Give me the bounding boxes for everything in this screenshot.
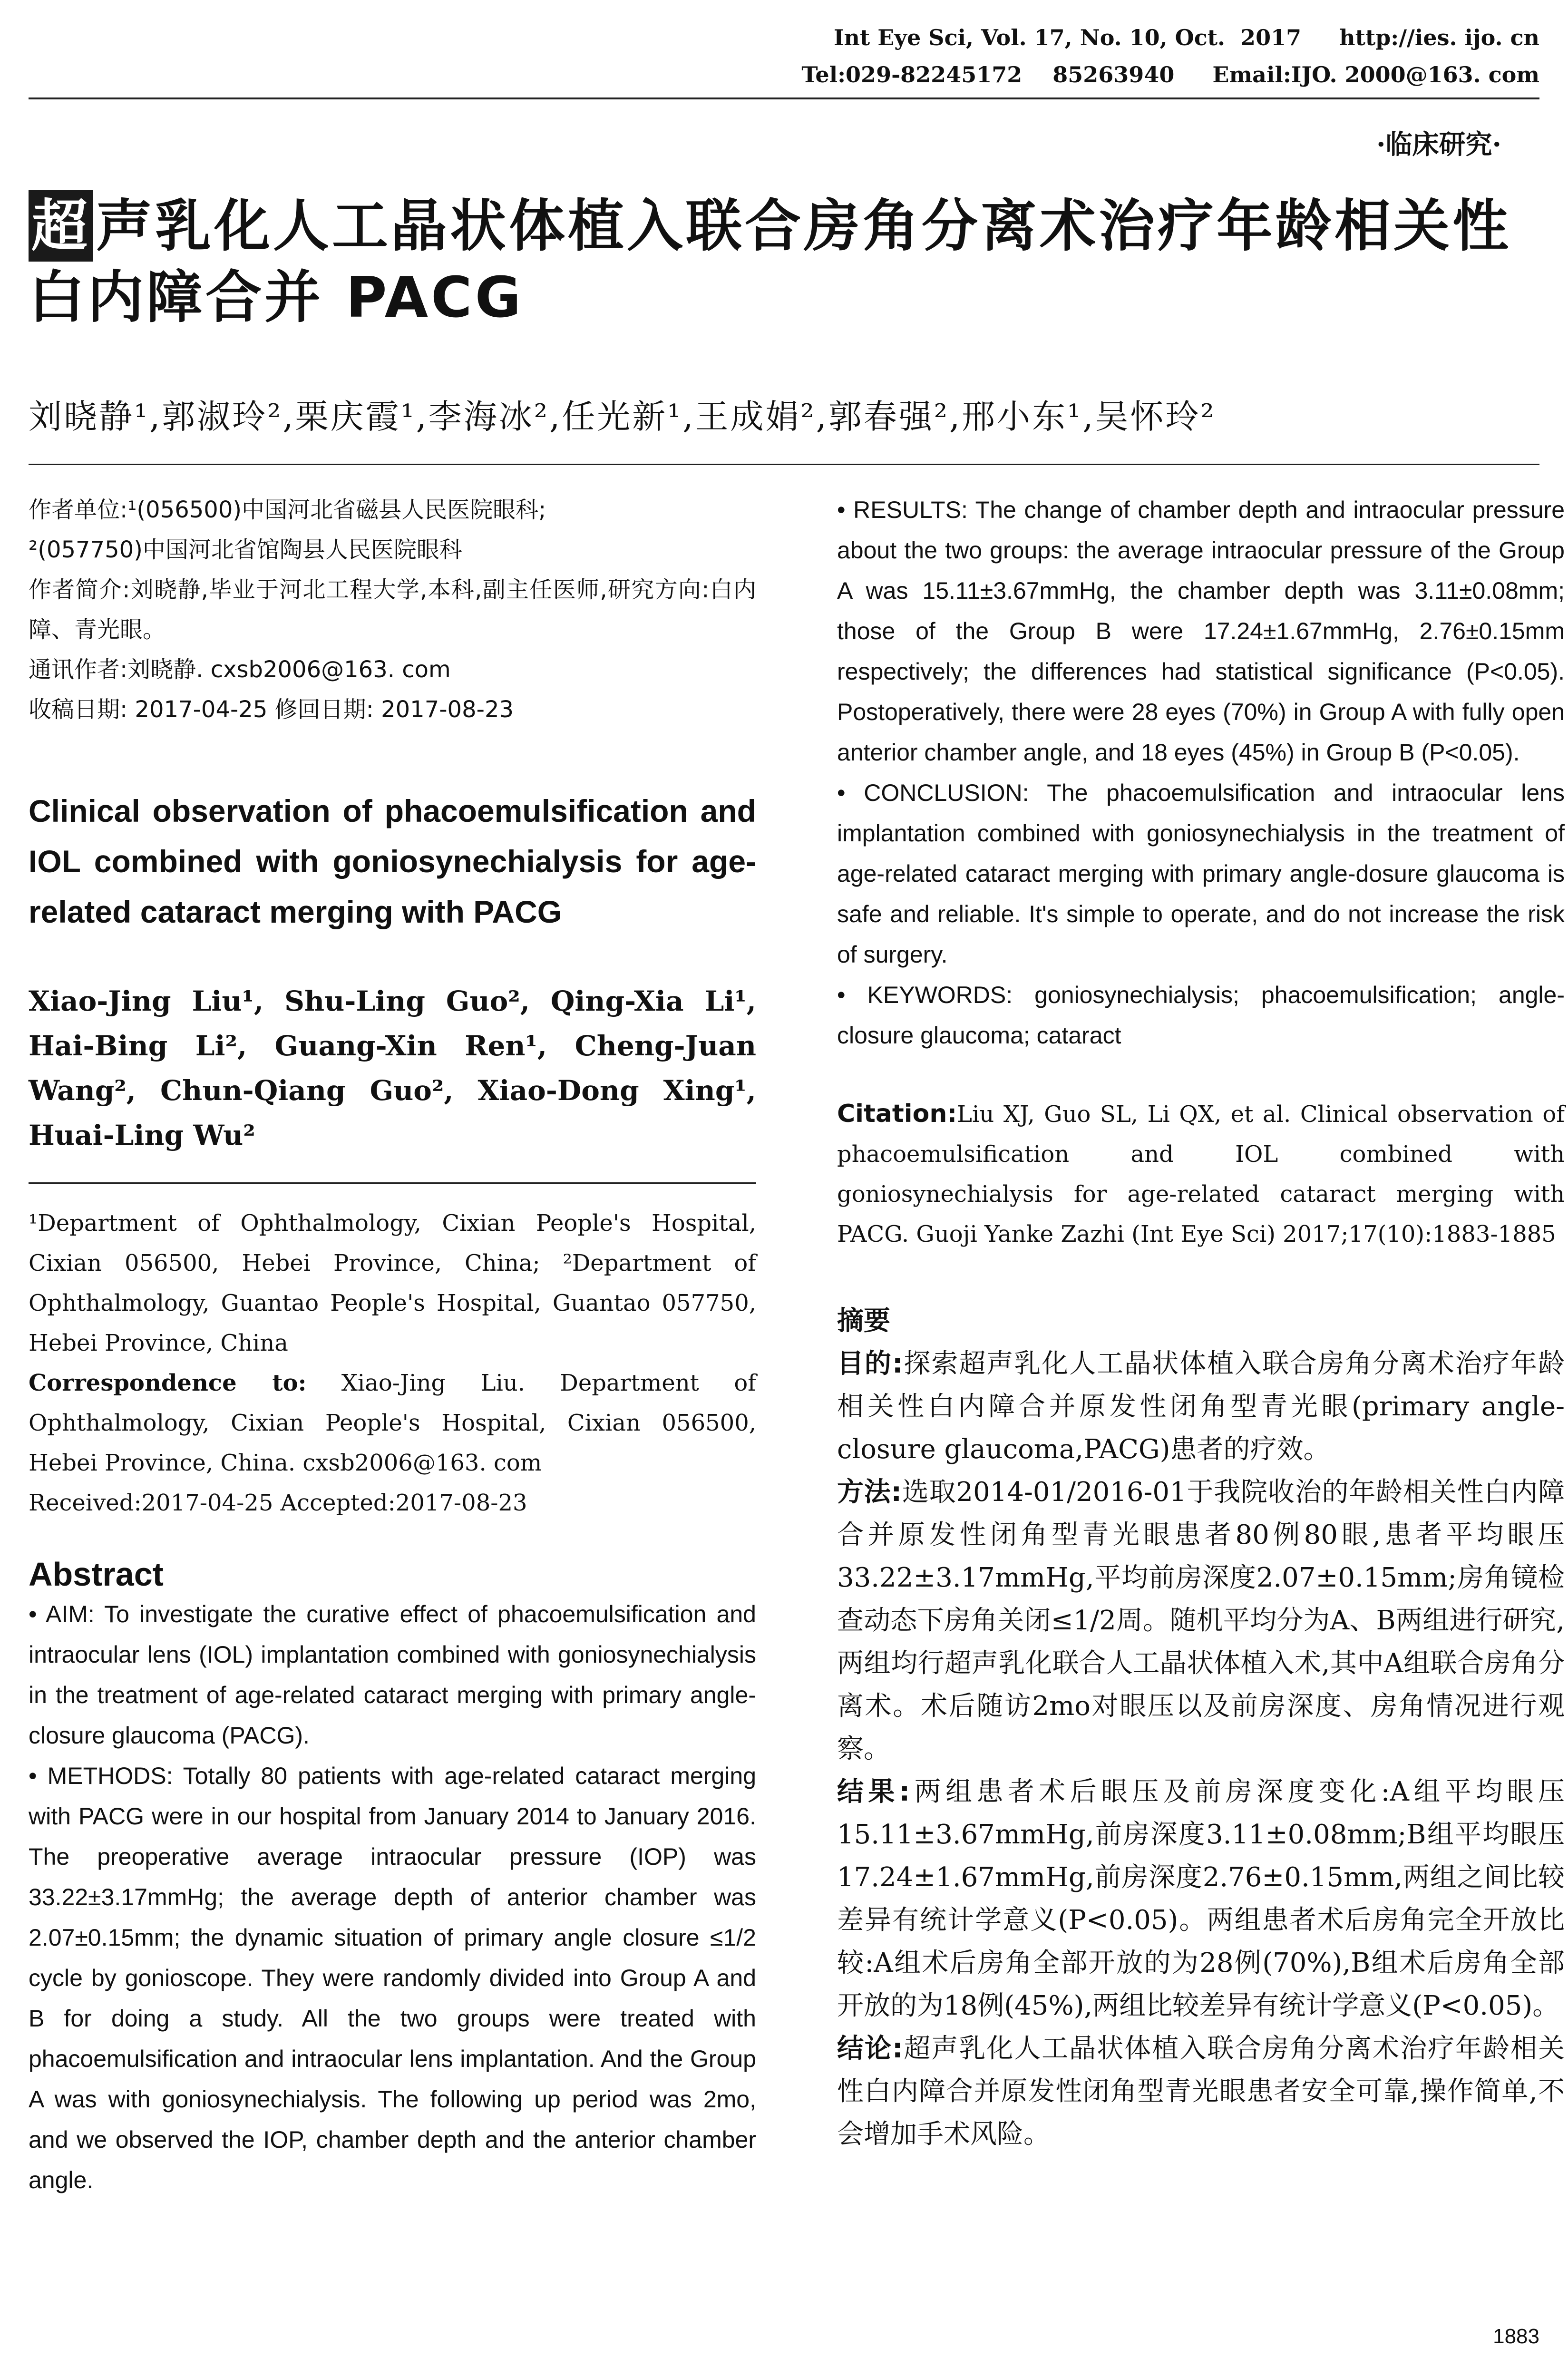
affiliation: ¹Department of Ophthalmology, Cixian People's Hospital, Cixian 056500, Hebei Province, China; ²Department of Ophthalmology, Guantao People's Hospital, Guantao 057750, Hebei Province, China bbox=[29, 1210, 756, 1356]
cn-aim bbox=[837, 1343, 1565, 1471]
citation-text: Liu XJ, Guo SL, Li QX, et al. Clinical observation of phacoemulsification and IOL combined with goniosynechialysis for age-related cataract merging with PACG. Guoji Yanke Zazhi (Int Eye Sci) 2017;17(10):1883-1885 bbox=[837, 1101, 1565, 1247]
cn-methods-text: 选取2014-01/2016-01于我院收治的年龄相关性白内障合并原发性闭角型青光眼患者80例80眼,患者平均眼压33.22±3.17mmHg,平均前房深度2.07±0.15mm;房角镜检查动态下房角关闭≤1/2周。随机平均分为A、B两组进行研究,两组均行超声乳化联合人工晶状体植入术,其中A组联合房角分离术。术后随访2mo对眼压以及前房深度、房角情况进行观察。 bbox=[837, 1477, 1565, 1764]
author-info-cn bbox=[29, 490, 756, 730]
cn-aim-label: 目的: bbox=[837, 1348, 903, 1379]
cn-abstract bbox=[837, 1300, 1565, 2156]
correspondence-label: Correspondence to: bbox=[29, 1370, 307, 1396]
title-text: 声乳化人工晶状体植入联合房角分离术治疗年龄相关性白内障合并 PACG bbox=[29, 193, 1512, 330]
author-unit-2: ²(057750)中国河北省馆陶县人民医院眼科 bbox=[29, 536, 462, 563]
citation-label: Citation: bbox=[837, 1100, 957, 1128]
abstract-methods: • METHODS: Totally 80 patients with age-related cataract merging with PACG were in our hospital from January 2014 to January 2016. The preoperative average intraocular pressure (IOP) was 33.22±3.17mmHg; the average depth of anterior chamber was 2.07±0.15mm; the dynamic situation of primary angle closure ≤1/2 cycle by gonioscope. They were randomly divided into Group A and B for doing a study. All the two groups were treated with phacoemulsification and intraocular lens implantation. And the Group A was with goniosynechialysis. The following up period was 2mo, and we observed the IOP, chamber depth and the anterior chamber angle. bbox=[29, 1763, 756, 2193]
affiliation-rule bbox=[29, 1182, 756, 1184]
correspondence-text: Xiao-Jing Liu. Department of Ophthalmology, Cixian People's Hospital, Cixian 056500, Hebei Province, China. cxsb2006@163. com bbox=[29, 1370, 756, 1476]
title-mark: 超 bbox=[29, 190, 93, 262]
abstract-keywords: • KEYWORDS: goniosynechialysis; phacoemulsification; angle-closure glaucoma; cataract bbox=[837, 982, 1565, 1049]
english-authors: Xiao-Jing Liu¹, Shu-Ling Guo², Qing-Xia Li¹, Hai-Bing Li², Guang-Xin Ren¹, Cheng-Juan Wang², Chun-Qiang Guo², Xiao-Dong Xing¹, Huai-Ling Wu² bbox=[29, 985, 756, 1151]
received-accepted: Received:2017-04-25 Accepted:2017-08-23 bbox=[29, 1490, 527, 1516]
article-title bbox=[29, 190, 1541, 333]
authors-rule bbox=[29, 464, 1539, 465]
corresponding-author: 通讯作者:刘晓静. cxsb2006@163. com bbox=[29, 656, 451, 683]
journal-header-line2: Tel:029-82245172 85263940 Email:IJO. 2000@163. com bbox=[801, 62, 1539, 88]
cn-results bbox=[837, 1771, 1565, 2027]
section-tag: ·临床研究· bbox=[1376, 129, 1501, 160]
abstract-conclusion: • CONCLUSION: The phacoemulsification and intraocular lens implantation combined with goniosynechialysis in the treatment of age-related cataract merging with primary angle-dosure glaucoma is safe and reliable. It's simple to operate, and do not increase the risk of surgery. bbox=[837, 779, 1565, 968]
abstract-results: • RESULTS: The change of chamber depth and intraocular pressure about the two groups: the average intraocular pressure of the Group A was 15.11±3.67mmHg, the chamber depth was 3.11±0.08mm; those of the Group B were 17.24±1.67mmHg, 2.76±0.15mm respectively; the differences had statistical significance (P<0.05). Postoperatively, there were 28 eyes (70%) in Group A with fully open anterior chamber angle, and 18 eyes (45%) in Group B (P<0.05). bbox=[837, 497, 1565, 766]
cn-results-label: 结果: bbox=[837, 1776, 910, 1807]
cn-conclusion-text: 超声乳化人工晶状体植入联合房角分离术治疗年龄相关性白内障合并原发性闭角型青光眼患者安全可靠,操作简单,不会增加手术风险。 bbox=[837, 2033, 1565, 2150]
received-dates-cn: 收稿日期: 2017-04-25 修回日期: 2017-08-23 bbox=[29, 696, 514, 723]
citation bbox=[837, 1094, 1565, 1254]
page-number: 1883 bbox=[1493, 2325, 1539, 2348]
cn-aim-text: 探索超声乳化人工晶状体植入联合房角分离术治疗年龄相关性白内障合并原发性闭角型青光眼(primary angle-closure glaucoma,PACG)患者的疗效。 bbox=[837, 1348, 1565, 1465]
cn-methods bbox=[837, 1471, 1565, 1771]
abstract-aim: • AIM: To investigate the curative effect of phacoemulsification and intraocular lens (IOL) implantation combined with goniosynechialysis in the treatment of age-related cataract merging with primary angle-closure glaucoma (PACG). bbox=[29, 1601, 756, 1749]
english-title: Clinical observation of phacoemulsification and IOL combined with goniosynechialysis for age-related cataract merging with PACG bbox=[29, 793, 756, 929]
author-unit-1: 作者单位:¹(056500)中国河北省磁县人民医院眼科; bbox=[29, 497, 546, 523]
left-column bbox=[29, 490, 756, 2201]
cn-conclusion-label: 结论: bbox=[837, 2033, 903, 2064]
cn-methods-label: 方法: bbox=[837, 1477, 902, 1508]
cn-conclusion bbox=[837, 2027, 1565, 2156]
author-bio: 作者简介:刘晓静,毕业于河北工程大学,本科,副主任医师,研究方向:白内障、青光眼。 bbox=[29, 576, 756, 643]
header-rule bbox=[29, 97, 1539, 99]
journal-header-line1: Int Eye Sci, Vol. 17, No. 10, Oct. 2017 http://ies. ijo. cn bbox=[833, 25, 1539, 50]
cn-abstract-heading: 摘要 bbox=[837, 1305, 890, 1336]
right-column bbox=[837, 490, 1565, 2156]
cn-results-text: 两组患者术后眼压及前房深度变化:A组平均眼压15.11±3.67mmHg,前房深度3.11±0.08mm;B组平均眼压17.24±1.67mmHg,前房深度2.76±0.15mm,两组之间比较差异有统计学意义(P<0.05)。两组患者术后房角完全开放比较:A组术后房角全部开放的为28例(70%),B组术后房角全部开放的为18例(45%),两组比较差异有统计学意义(P<0.05)。 bbox=[837, 1776, 1565, 2021]
correspondence bbox=[29, 1363, 756, 1483]
authors-cn: 刘晓静¹,郭淑玲²,栗庆霞¹,李海冰²,任光新¹,王成娟²,郭春强²,邢小东¹,吴怀玲² bbox=[29, 397, 1216, 436]
abstract-heading: Abstract bbox=[29, 1556, 164, 1593]
